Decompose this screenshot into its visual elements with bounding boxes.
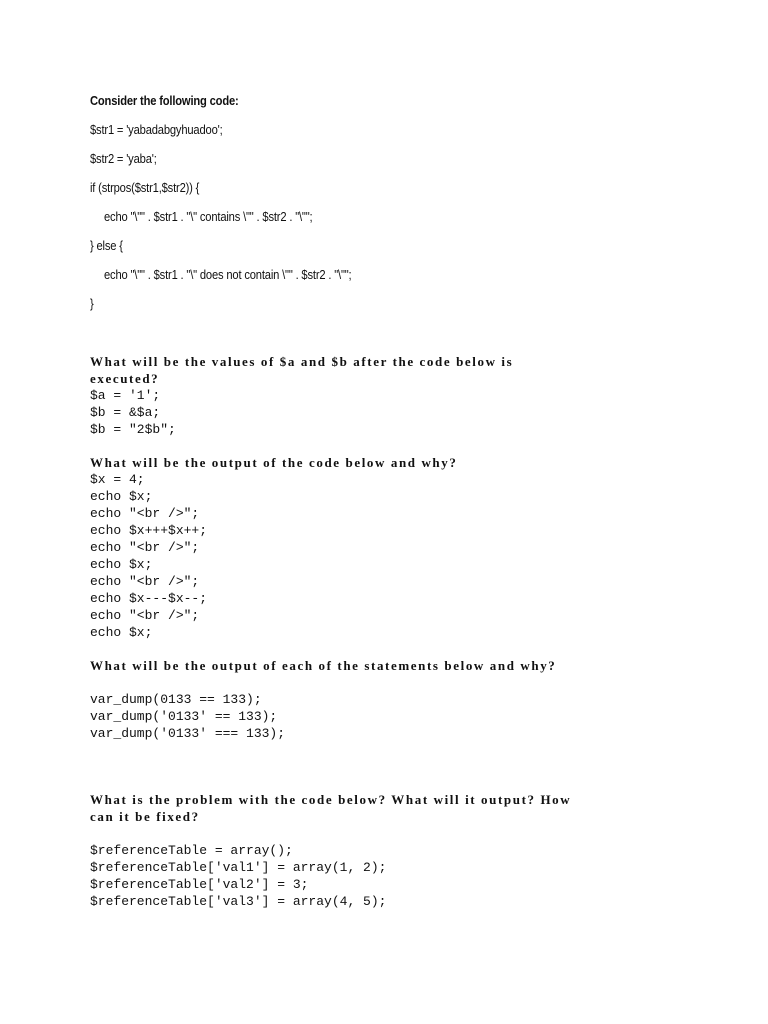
code-line-close-brace: }	[90, 296, 94, 311]
code-block-reference-table	[90, 842, 386, 910]
question-values-line1: What will be the values of $a and $b after the code below is	[90, 354, 514, 369]
question-var-dump: What will be the output of each of the statements below and why?	[90, 658, 557, 673]
code-line: $x = 4;	[90, 472, 145, 487]
code-block-var-dump	[90, 691, 285, 742]
code-line: echo "<br />";	[90, 506, 200, 521]
code-line-str2: $str2 = 'yaba';	[90, 151, 157, 166]
code-line: echo "<br />";	[90, 574, 200, 589]
question-values-line2: executed?	[90, 371, 160, 386]
question-problem-line2: can it be fixed?	[90, 809, 200, 824]
code-line: echo $x---$x--;	[90, 591, 208, 606]
question-output: What will be the output of the code below and why?	[90, 455, 458, 470]
code-line: $referenceTable['val1'] = array(1, 2);	[90, 860, 387, 875]
code-line: echo "<br />";	[90, 608, 200, 623]
code-line: echo $x;	[90, 489, 153, 504]
code-block-values	[90, 387, 176, 438]
code-line-echo-contains: echo "\"" . $str1 . "\" contains \"" . $str2 . "\"";	[104, 209, 313, 224]
code-line: $referenceTable['val2'] = 3;	[90, 877, 309, 892]
code-line: echo $x;	[90, 625, 153, 640]
intro-text: Consider the following code:	[90, 93, 239, 108]
code-line: var_dump('0133' == 133);	[90, 709, 278, 724]
code-line: $referenceTable['val3'] = array(4, 5);	[90, 894, 387, 909]
code-line: echo $x+++$x++;	[90, 523, 208, 538]
code-line: echo "<br />";	[90, 540, 200, 555]
code-line-str1: $str1 = 'yabadabgyhuadoo';	[90, 122, 223, 137]
code-line-if: if (strpos($str1,$str2)) {	[90, 180, 200, 195]
code-line-echo-not-contains: echo "\"" . $str1 . "\" does not contain \"" . $str2 . "\"";	[104, 267, 352, 282]
code-line: echo $x;	[90, 557, 153, 572]
code-line: $referenceTable = array();	[90, 843, 293, 858]
code-line: var_dump(0133 == 133);	[90, 692, 262, 707]
code-line-else: } else {	[90, 238, 123, 253]
question-problem-line1: What is the problem with the code below? What will it output? How	[90, 792, 572, 807]
code-line: $b = &$a;	[90, 405, 161, 420]
code-line: var_dump('0133' === 133);	[90, 726, 286, 741]
code-line: $a = '1';	[90, 388, 161, 403]
code-line: $b = "2$b";	[90, 422, 176, 437]
code-block-output	[90, 471, 207, 641]
